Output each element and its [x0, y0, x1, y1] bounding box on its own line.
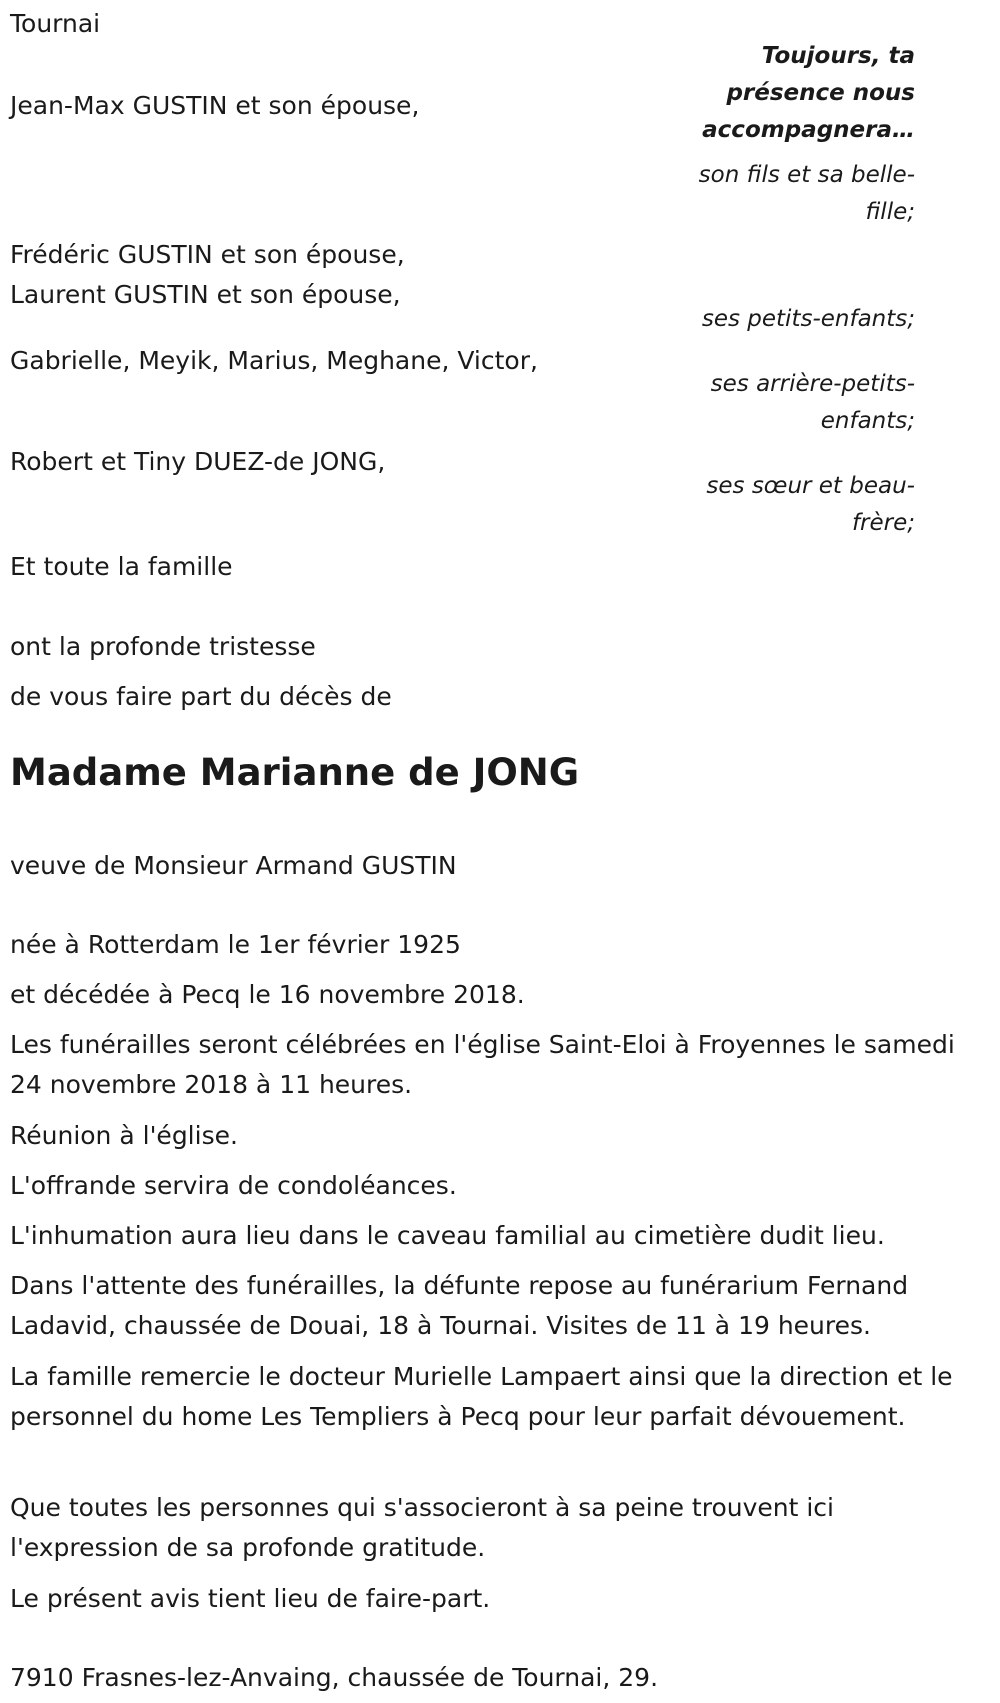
announcement-line-1: ont la profonde tristesse	[10, 632, 316, 661]
motto: Toujours, ta présence nous accompagnera…	[702, 43, 915, 143]
announcement-line-2: de vous faire part du décès de	[10, 682, 392, 711]
relation-sister: ses sœur et beau-frère;	[706, 473, 915, 536]
burial-info: L'inhumation aura lieu dans le caveau familial au cimetière dudit lieu.	[10, 1221, 885, 1250]
family-line-1: Jean-Max GUSTIN et son épouse,	[10, 91, 420, 120]
widow-of: veuve de Monsieur Armand GUSTIN	[10, 851, 457, 880]
thanks-info: La famille remercie le docteur Murielle Lampaert ainsi que la direction et le personnel du home Les Templiers à Pecq pour leur parfait dévouement.	[10, 1362, 953, 1431]
family-line-5: Robert et Tiny DUEZ-de JONG,	[10, 447, 386, 476]
relation-great-grandchildren: ses arrière-petits-enfants;	[710, 371, 915, 434]
offering-info: L'offrande servira de condoléances.	[10, 1171, 457, 1200]
address: 7910 Frasnes-lez-Anvaing, chaussée de Tournai, 29.	[10, 1663, 659, 1692]
visits-info: Dans l'attente des funérailles, la défunte repose au funérarium Fernand Ladavid, chaussée de Douai, 18 à Tournai. Visites de 11 à 19 heures.	[10, 1271, 909, 1340]
relation-grandchildren: ses petits-enfants;	[701, 306, 915, 332]
city-name: Tournai	[10, 9, 101, 38]
gratitude-info: Que toutes les personnes qui s'associeront à sa peine trouvent ici l'expression de sa profonde gratitude.	[10, 1493, 834, 1562]
birth-info: née à Rotterdam le 1er février 1925	[10, 930, 461, 959]
family-line-4: Gabrielle, Meyik, Marius, Meghane, Victor,	[10, 346, 538, 375]
meeting-info: Réunion à l'église.	[10, 1121, 238, 1150]
family-line-2: Frédéric GUSTIN et son épouse,	[10, 240, 405, 269]
death-info: et décédée à Pecq le 16 novembre 2018.	[10, 980, 525, 1009]
family-line-6: Et toute la famille	[10, 552, 233, 581]
deceased-name: Madame Marianne de JONG	[10, 751, 580, 794]
family-line-3: Laurent GUSTIN et son épouse,	[10, 280, 401, 309]
funeral-info: Les funérailles seront célébrées en l'église Saint-Eloi à Froyennes le samedi 24 novembre 2018 à 11 heures.	[10, 1030, 955, 1099]
notice-info: Le présent avis tient lieu de faire-part.	[10, 1584, 491, 1613]
relation-son: son fils et sa belle-fille;	[698, 162, 915, 225]
